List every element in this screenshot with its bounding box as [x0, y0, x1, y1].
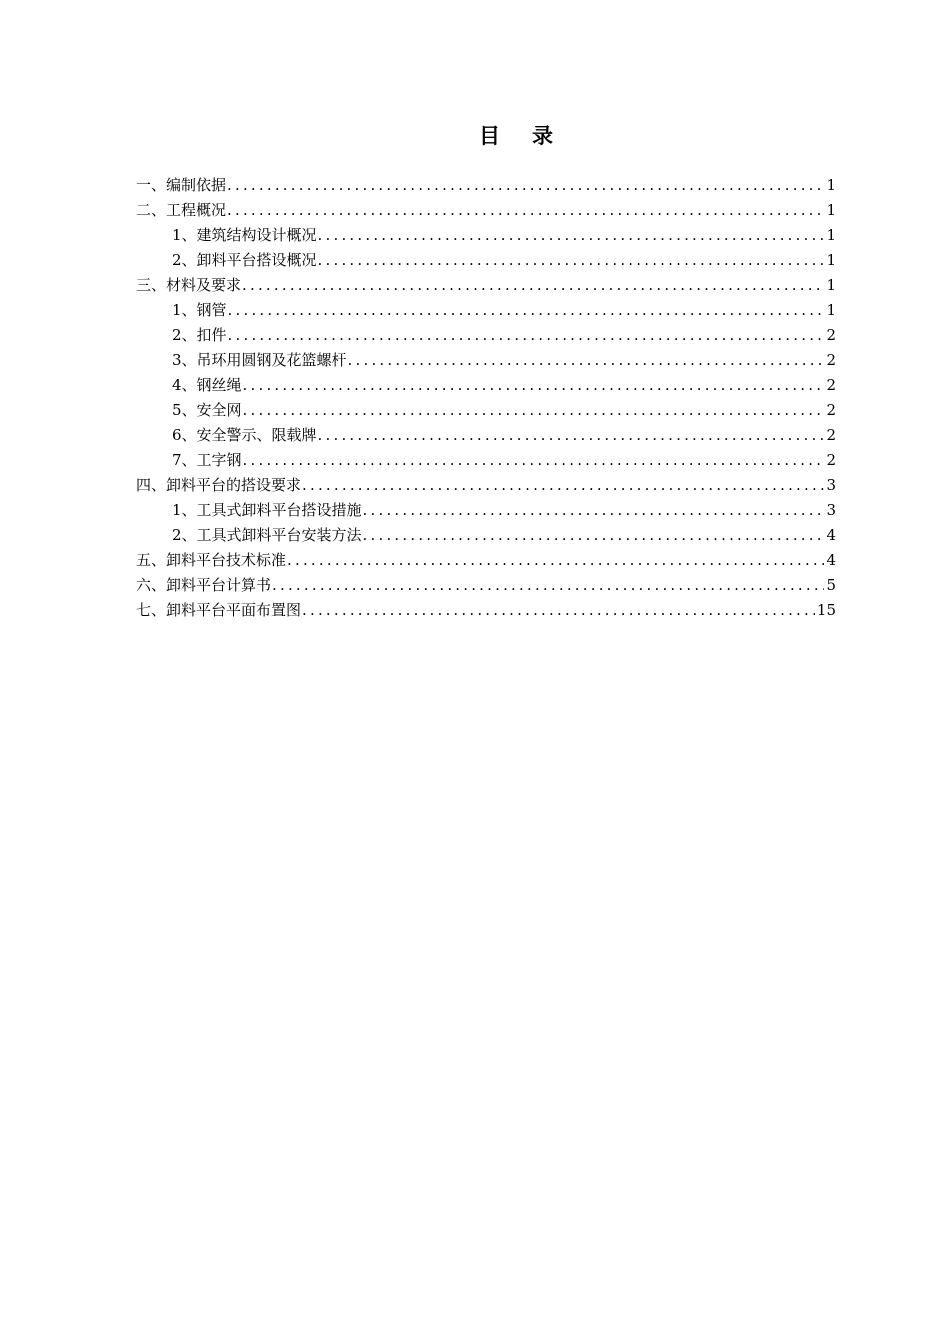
toc-page-number: 2 [826, 451, 836, 469]
toc-entry[interactable] [136, 198, 836, 223]
toc-dot-leader [302, 473, 824, 498]
toc-entry-label: 六、卸料平台计算书 [136, 576, 272, 594]
toc-entry-label: 2、工具式卸料平台安装方法 [172, 526, 362, 544]
toc-page-number: 2 [826, 401, 836, 419]
toc-entry-label: 七、卸料平台平面布置图 [136, 601, 302, 619]
toc-entry[interactable] [136, 298, 836, 323]
toc-entry-label: 1、建筑结构设计概况 [172, 226, 317, 244]
toc-entry[interactable] [136, 598, 836, 623]
toc-entry-label: 三、材料及要求 [136, 276, 242, 294]
toc-entry-label: 5、安全网 [172, 401, 242, 419]
toc-entry-label: 一、编制依据 [136, 176, 227, 194]
toc-entry-label: 五、卸料平台技术标准 [136, 551, 287, 569]
toc-dot-leader [318, 423, 825, 448]
toc-entry[interactable] [136, 273, 836, 298]
toc-page-number: 4 [826, 551, 836, 569]
toc-dot-leader [302, 598, 815, 623]
toc-page-number: 1 [826, 176, 836, 194]
toc-entry-label: 4、钢丝绳 [172, 376, 242, 394]
toc-page-number: 1 [826, 251, 836, 269]
toc-page-number: 3 [826, 501, 836, 519]
toc-dot-leader [363, 498, 825, 523]
toc-dot-leader [348, 348, 825, 373]
toc-entry[interactable] [136, 173, 836, 198]
toc-dot-leader [318, 248, 825, 273]
toc-entry[interactable] [136, 523, 836, 548]
toc-entry-label: 7、工字钢 [172, 451, 242, 469]
toc-page-number: 2 [826, 351, 836, 369]
toc-entry[interactable] [136, 448, 836, 473]
toc-page-number: 1 [826, 226, 836, 244]
toc-dot-leader [243, 448, 825, 473]
toc-entry-label: 二、工程概况 [136, 201, 227, 219]
toc-page-number: 2 [826, 376, 836, 394]
toc-entry[interactable] [136, 398, 836, 423]
toc-dot-leader [227, 173, 824, 198]
toc-dot-leader [228, 323, 825, 348]
toc-dot-leader [228, 298, 825, 323]
toc-dot-leader [227, 198, 824, 223]
toc-page-number: 1 [826, 201, 836, 219]
toc-entry-label: 2、扣件 [172, 326, 227, 344]
toc-page-number: 2 [826, 426, 836, 444]
toc-title-char: 目 [479, 124, 500, 148]
toc-dot-leader [318, 223, 825, 248]
toc-entry-label: 3、吊环用圆钢及花篮螺杆 [172, 351, 347, 369]
table-of-contents [136, 173, 836, 623]
toc-entry[interactable] [136, 223, 836, 248]
toc-page-number: 4 [826, 526, 836, 544]
toc-entry[interactable] [136, 373, 836, 398]
toc-dot-leader [363, 523, 825, 548]
toc-page-number: 2 [826, 326, 836, 344]
toc-dot-leader [272, 573, 824, 598]
toc-entry[interactable] [136, 573, 836, 598]
toc-page-number: 1 [826, 301, 836, 319]
toc-title-char: 录 [532, 124, 553, 148]
toc-entry-label: 1、钢管 [172, 301, 227, 319]
toc-dot-leader [242, 273, 824, 298]
toc-entry-label: 四、卸料平台的搭设要求 [136, 476, 302, 494]
toc-entry-label: 6、安全警示、限载牌 [172, 426, 317, 444]
toc-dot-leader [243, 373, 825, 398]
toc-entry[interactable] [136, 348, 836, 373]
toc-title [0, 120, 950, 150]
toc-entry[interactable] [136, 473, 836, 498]
toc-entry-label: 1、工具式卸料平台搭设措施 [172, 501, 362, 519]
toc-entry-label: 2、卸料平台搭设概况 [172, 251, 317, 269]
toc-page-number: 3 [826, 476, 836, 494]
toc-entry[interactable] [136, 323, 836, 348]
toc-page-number: 1 [826, 276, 836, 294]
toc-page-number: 5 [826, 576, 836, 594]
toc-entry[interactable] [136, 248, 836, 273]
toc-dot-leader [287, 548, 824, 573]
toc-entry[interactable] [136, 548, 836, 573]
toc-entry[interactable] [136, 498, 836, 523]
toc-entry[interactable] [136, 423, 836, 448]
toc-page-number: 15 [816, 601, 836, 619]
toc-dot-leader [243, 398, 825, 423]
